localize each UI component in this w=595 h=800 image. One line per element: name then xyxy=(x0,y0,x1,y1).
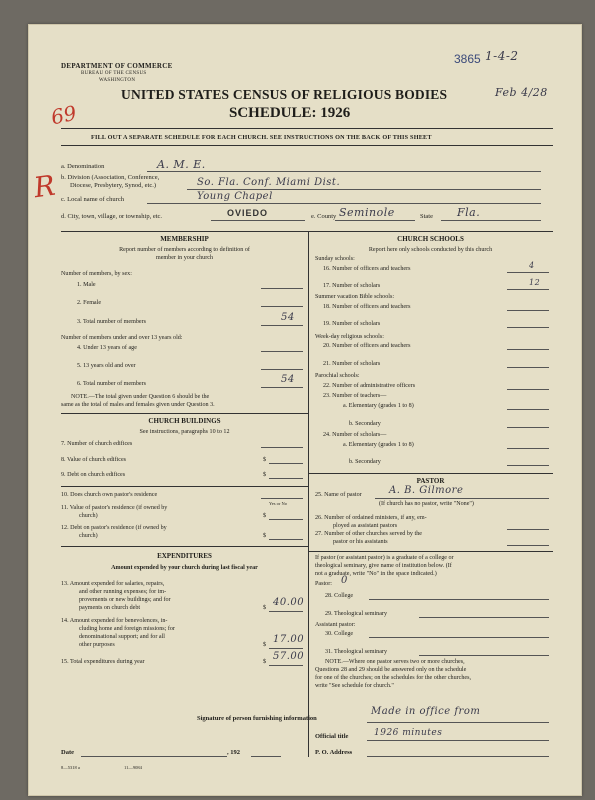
date-label: Date xyxy=(61,749,74,756)
grad-line-3: not a graduate, write "No" in the space indicated.) xyxy=(315,571,437,577)
form-title: UNITED STATES CENSUS OF RELIGIOUS BODIES xyxy=(121,87,448,102)
red-mark-letter: R xyxy=(31,168,58,205)
q28-label: 28. College xyxy=(325,593,354,599)
city-label: d. City, town, village, or township, etc. xyxy=(61,213,163,220)
weekday-label: Week-day religious schools: xyxy=(315,334,384,340)
q12-label-2: church) xyxy=(79,533,98,539)
instruction-line: FILL OUT A SEPARATE SCHEDULE FOR EACH CHURCH. SEE INSTRUCTIONS ON THE BACK OF THIS SHEET xyxy=(91,134,432,141)
grad-line-1: If pastor (or assistant pastor) is a graduate of a college or xyxy=(315,555,454,561)
q8-dollar: $ xyxy=(263,457,267,463)
q8-label: 8. Value of church edifices xyxy=(61,457,127,463)
q19-label: 19. Number of scholars xyxy=(323,321,381,327)
q15-dollar: $ xyxy=(263,659,267,665)
division-value: So. Fla. Conf. Miami Dist. xyxy=(197,177,341,188)
pastor-heading: PASTOR xyxy=(416,477,445,485)
q27-label-2: pastor or his assistants xyxy=(333,539,388,545)
assistant-pastor-label: Assistant pastor: xyxy=(315,622,356,628)
q25-note: (If church has no pastor, write "None") xyxy=(379,501,474,507)
summer-label: Summer vacation Bible schools: xyxy=(315,294,395,300)
q15-value: 57.00 xyxy=(273,651,305,662)
membership-intro-1: Report number of members according to definition of xyxy=(119,247,250,253)
q20-label: 20. Number of officers and teachers xyxy=(323,343,411,349)
schedule-title: SCHEDULE: 1926 xyxy=(229,105,351,121)
membership-heading: MEMBERSHIP xyxy=(160,235,209,243)
q6-label: 6. Total number of members xyxy=(77,381,147,387)
handwritten-date: Feb 4/28 xyxy=(495,86,548,99)
q26-label-1: 26. Number of ordained ministers, if any, em- xyxy=(315,515,427,521)
q14-label-2: cluding home and foreign missions; for xyxy=(79,626,175,632)
q23b-label: b. Secondary xyxy=(349,421,381,427)
grad-line-2: theological seminary, give name of institution below. (If xyxy=(315,563,452,569)
q9-dollar: $ xyxy=(263,472,267,478)
q16-label: 16. Number of officers and teachers xyxy=(323,266,411,272)
q13-label-1: 13. Amount expended for salaries, repairs, xyxy=(61,581,165,587)
q23-label: 23. Number of teachers— xyxy=(323,393,387,399)
q3-value: 54 xyxy=(281,312,295,323)
q11-dollar: $ xyxy=(263,513,267,519)
form-code: 8—5318 a xyxy=(61,765,80,770)
buildings-sub: See instructions, paragraphs 10 to 12 xyxy=(139,429,230,435)
q21-label: 21. Number of scholars xyxy=(323,361,381,367)
city-value: OVIEDO xyxy=(227,208,269,218)
q18-label: 18. Number of officers and teachers xyxy=(323,304,411,310)
q27-label-1: 27. Number of other churches served by the xyxy=(315,531,422,537)
pastor-note-2: Questions 28 and 29 should be answered only on the schedule xyxy=(315,667,467,673)
q14-dollar: $ xyxy=(263,642,267,648)
stamp-number: 3865 xyxy=(454,52,481,66)
q3-label: 3. Total number of members xyxy=(77,319,147,325)
q16-value: 4 xyxy=(529,261,535,270)
pastor-note-3: for one of the churches; on the schedules for the other churches, xyxy=(315,675,472,681)
census-schedule-sheet xyxy=(28,24,582,796)
expenditures-sub: Amount expended by your church during last fiscal year xyxy=(111,565,258,571)
q12-dollar: $ xyxy=(263,533,267,539)
county-value: Seminole xyxy=(339,206,395,219)
q13-label-4: payments on church debt xyxy=(79,605,141,611)
q25-value: A. B. Gilmore xyxy=(389,485,464,496)
pastor-graduate-value: 0 xyxy=(341,575,348,586)
pastor-sub-label: Pastor: xyxy=(315,581,332,587)
denomination-label: a. Denomination xyxy=(61,163,105,170)
membership-intro-2: member in your church xyxy=(155,255,214,261)
state-label: State xyxy=(420,213,433,220)
red-mark-number: 69 xyxy=(48,100,79,130)
county-label: e. County xyxy=(311,213,337,220)
q2-label: 2. Female xyxy=(77,300,102,306)
q14-label-3: denominational support; and for all xyxy=(79,634,165,640)
division-label-2: Diocese, Presbytery, Synod, etc.) xyxy=(70,182,157,189)
q13-label-3: provements or new buildings; and for xyxy=(79,597,171,603)
q14-label-4: other purposes xyxy=(79,642,115,648)
denomination-value: A. M. E. xyxy=(157,158,206,171)
church-name-label: c. Local name of church xyxy=(61,196,124,203)
q22-label: 22. Number of administrative officers xyxy=(323,383,416,389)
q12-label-1: 12. Debt on pastor's residence (if owned by xyxy=(61,525,167,531)
q10-label: 10. Does church own pastor's residence xyxy=(61,492,158,498)
q29-label: 29. Theological seminary xyxy=(325,611,387,617)
q14-label-1: 14. Amount expended for benevolences, in- xyxy=(61,618,168,624)
membership-note-2: same as the total of males and females given under Question 3. xyxy=(61,402,215,408)
signature-value: Made in office from xyxy=(371,706,481,717)
membership-note-1: NOTE.—The total given under Question 6 should be the xyxy=(71,394,210,400)
division-label-1: b. Division (Association, Conference, xyxy=(61,174,160,181)
q25-label: 25. Name of pastor xyxy=(315,492,362,498)
q1-label: 1. Male xyxy=(77,282,96,288)
q11-label-2: church) xyxy=(79,513,98,519)
yes-no-hint: Yes or No xyxy=(269,501,288,506)
q13-label-2: and other running expenses; for im- xyxy=(79,589,167,595)
q15-label: 15. Total expenditures during year xyxy=(61,659,145,665)
q24a-label: a. Elementary (grades 1 to 8) xyxy=(343,442,414,448)
q13-value: 40.00 xyxy=(273,597,305,608)
q11-label-1: 11. Value of pastor's residence (if owned by xyxy=(61,505,168,511)
pastor-note-1: NOTE.—Where one pastor serves two or more churches, xyxy=(325,659,465,665)
q4-label: 4. Under 13 years of age xyxy=(77,345,137,351)
q23a-label: a. Elementary (grades 1 to 8) xyxy=(343,403,414,409)
city-name: WASHINGTON xyxy=(99,78,136,83)
schools-heading: CHURCH SCHOOLS xyxy=(397,235,464,243)
q24-label: 24. Number of scholars— xyxy=(323,432,387,438)
q30-label: 30. College xyxy=(325,631,354,637)
q6-value: 54 xyxy=(281,374,295,385)
parochial-label: Parochial schools: xyxy=(315,373,360,379)
age-label: Number of members under and over 13 years old: xyxy=(61,335,183,341)
sunday-label: Sunday schools: xyxy=(315,256,355,262)
signature-label: Signature of person furnishing information xyxy=(197,715,317,722)
members-by-sex-label: Number of members, by sex: xyxy=(61,271,132,277)
official-title-label: Official title xyxy=(315,733,349,740)
q14-value: 17.00 xyxy=(273,634,305,645)
q9-label: 9. Debt on church edifices xyxy=(61,472,126,478)
pastor-note-4: write "See schedule for church." xyxy=(315,683,394,689)
q13-dollar: $ xyxy=(263,605,267,611)
buildings-heading: CHURCH BUILDINGS xyxy=(148,417,221,425)
q24b-label: b. Secondary xyxy=(349,459,381,465)
expenditures-heading: EXPENDITURES xyxy=(157,552,212,560)
church-name-value: Young Chapel xyxy=(197,191,273,202)
year-label: , 192 xyxy=(227,749,240,756)
handwritten-code: 1-4-2 xyxy=(485,49,519,63)
address-label: P. O. Address xyxy=(315,749,353,756)
q7-label: 7. Number of church edifices xyxy=(61,441,133,447)
state-value: Fla. xyxy=(457,206,481,219)
bureau-name: BUREAU OF THE CENSUS xyxy=(81,71,147,76)
q31-label: 31. Theological seminary xyxy=(325,649,387,655)
q5-label: 5. 13 years old and over xyxy=(77,363,136,369)
q26-label-2: ployed as assistant pastors xyxy=(333,523,398,529)
print-code: 11—9084 xyxy=(124,765,142,770)
department-name: DEPARTMENT OF COMMERCE xyxy=(61,62,173,70)
official-title-value: 1926 minutes xyxy=(374,728,443,738)
schools-intro: Report here only schools conducted by this church xyxy=(368,247,493,253)
q17-label: 17. Number of scholars xyxy=(323,283,381,289)
q17-value: 12 xyxy=(529,278,541,287)
